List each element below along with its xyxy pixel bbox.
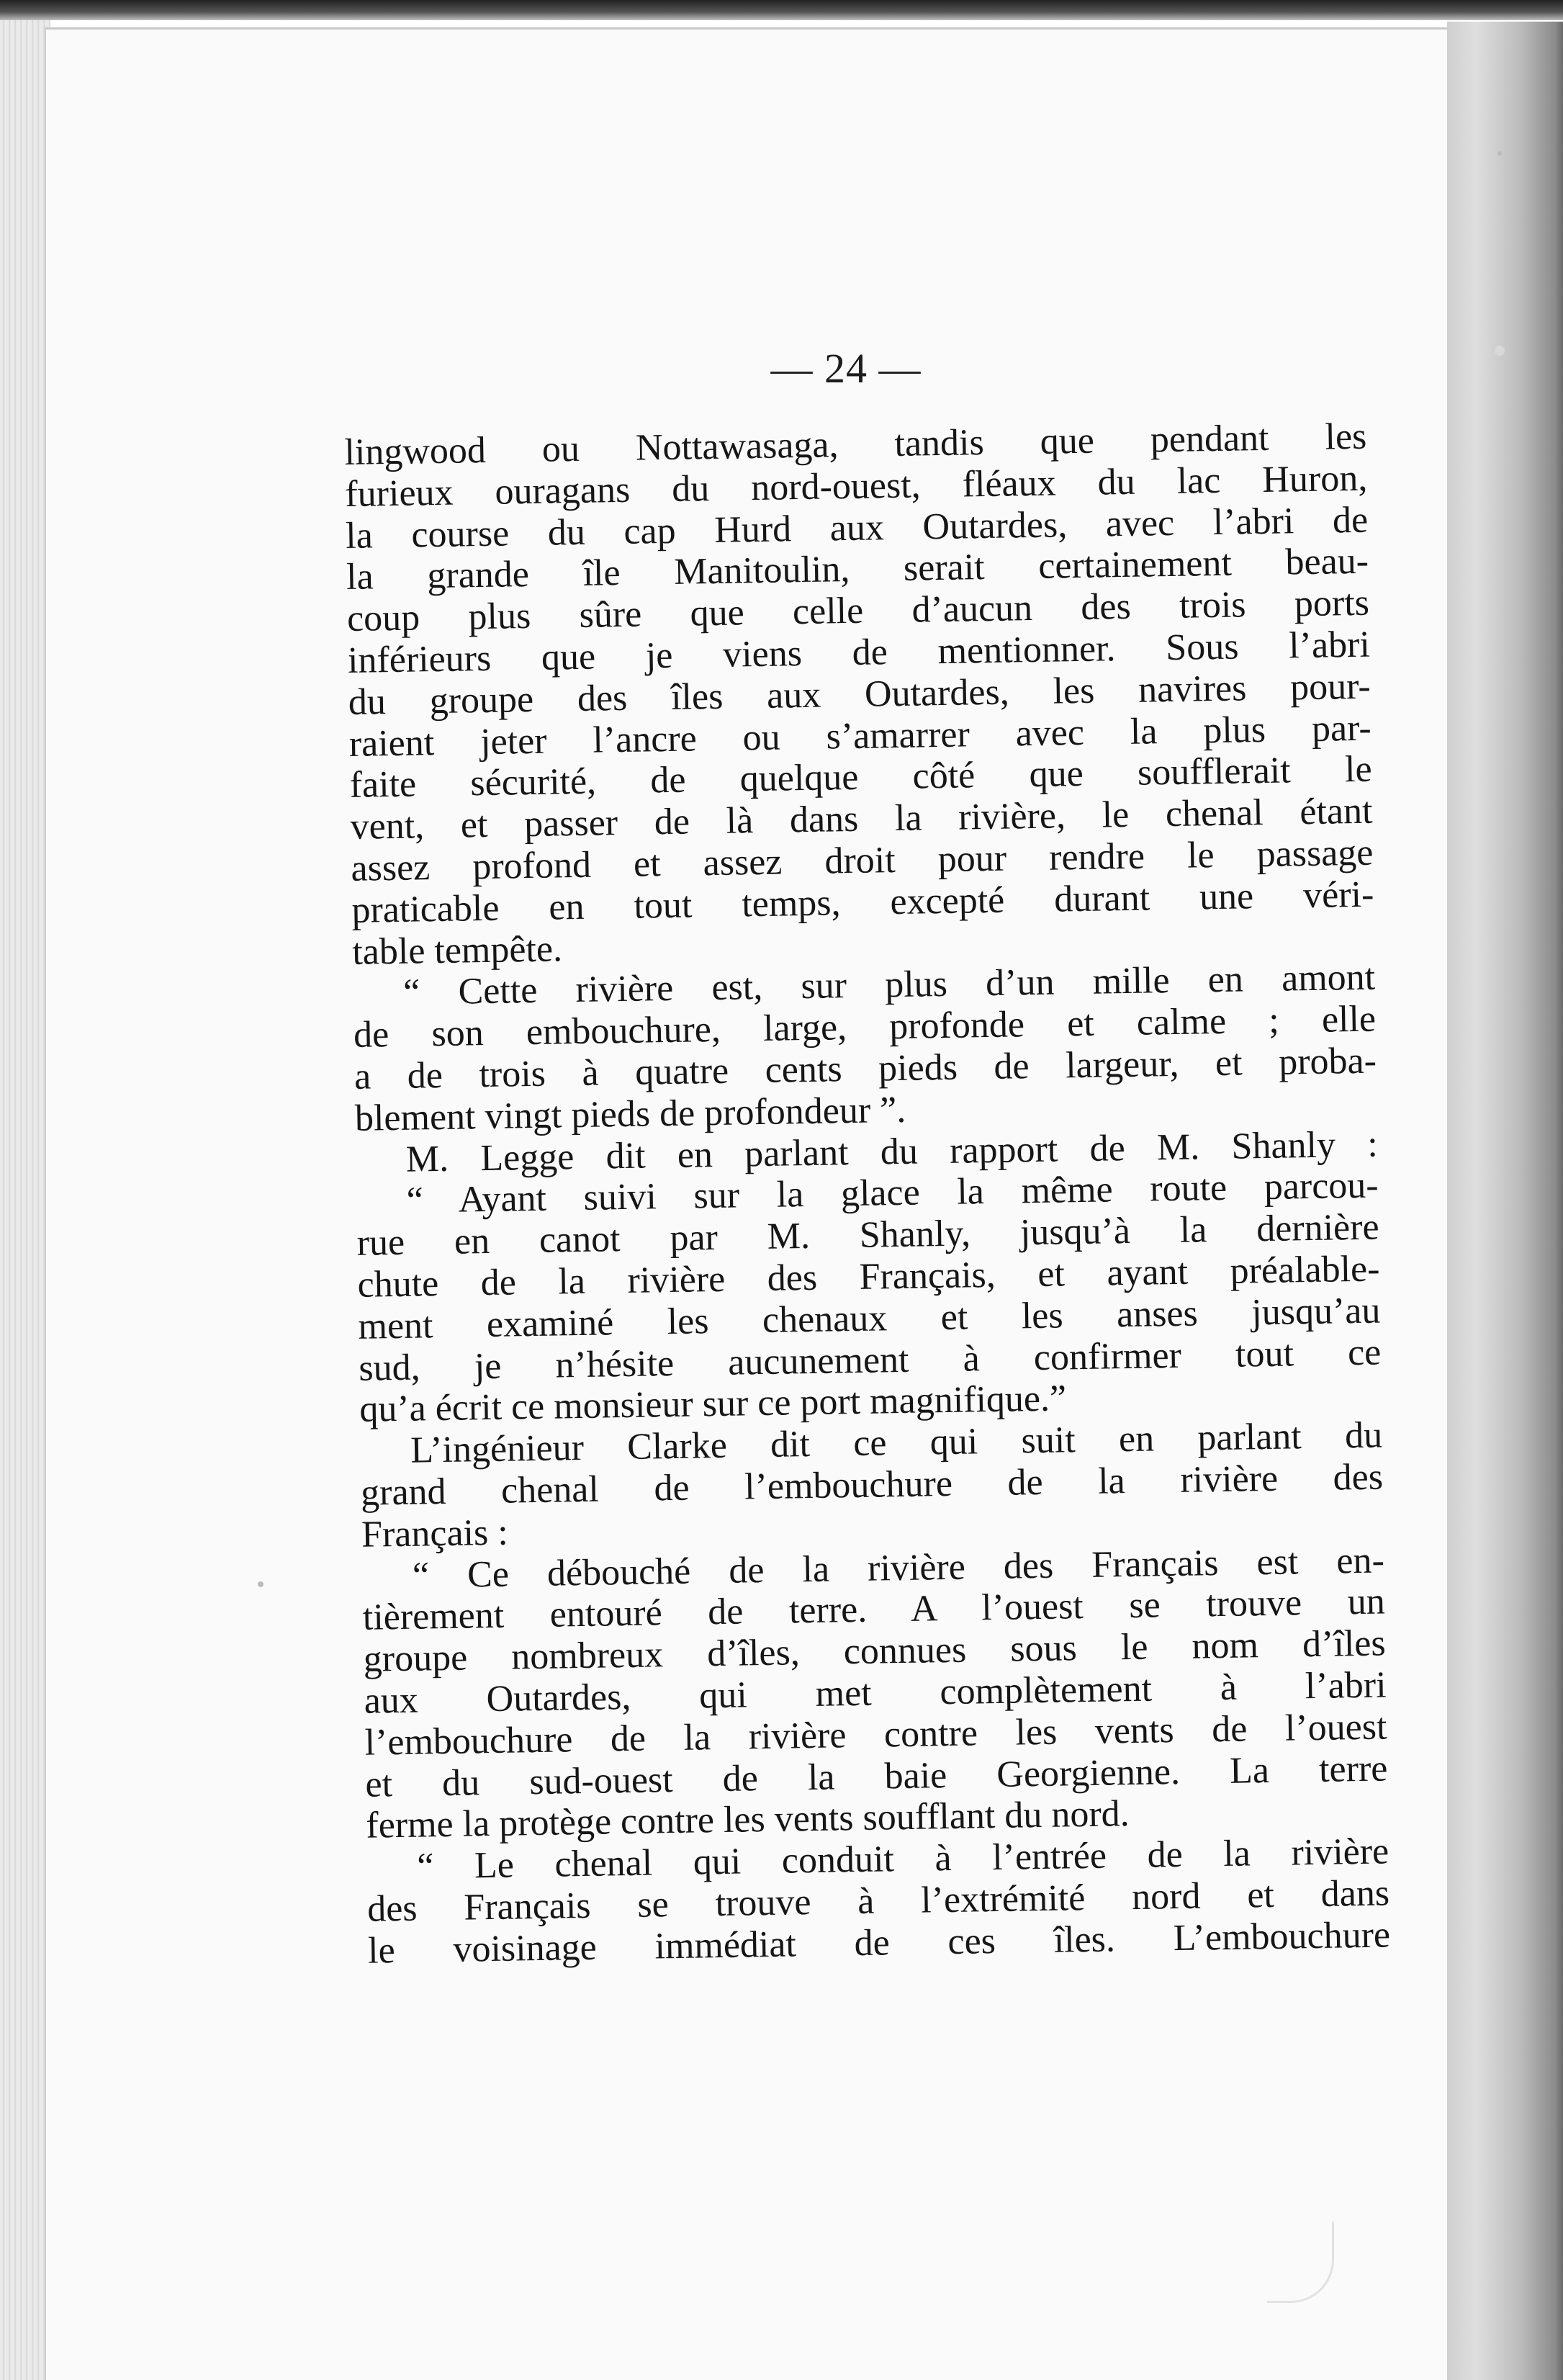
text-line: qu’a écrit ce monsieur sur ce port magnifique.” xyxy=(359,1378,1067,1431)
text-line: praticable en tout temps, excepté durant une véri- xyxy=(351,874,1374,931)
text-line: furieux ouragans du nord-ouest, fléaux du lac Huron, xyxy=(344,457,1368,515)
text-line: “ Ce débouché de la rivière des Français est en- xyxy=(412,1540,1385,1597)
text-line: des Français se trouve à l’extrémité nord et dans xyxy=(366,1872,1390,1930)
text-line: inférieurs que je viens de mentionner. Sous l’abri xyxy=(347,624,1371,681)
text-line: grand chenal de l’embouchure de la rivière des xyxy=(360,1456,1384,1514)
text-line: blement vingt pieds de profondeur ”. xyxy=(354,1089,906,1139)
text-line: aux Outardes, qui met complètement à l’abri xyxy=(364,1664,1387,1722)
text-line: “ Cette rivière est, sur plus d’un mille en amont xyxy=(402,956,1376,1014)
text-line: raient jeter l’ancre ou s’amarrer avec la plus par- xyxy=(348,707,1372,765)
body-text xyxy=(344,416,1390,1972)
scan-speck xyxy=(1497,151,1502,156)
text-line: ferme la protège contre les vents soufflant du nord. xyxy=(365,1793,1130,1847)
text-line: l’embouchure de la rivière contre les vents de l’ouest xyxy=(364,1706,1387,1764)
text-line: tièrement entouré de terre. A l’ouest se trouve un xyxy=(362,1581,1386,1639)
page-stack-edges xyxy=(0,20,50,2380)
text-line: sud, je n’hésite aucunement à confirmer tout ce xyxy=(358,1332,1382,1389)
text-line: ment examiné les chenaux et les anses jusqu’au xyxy=(358,1290,1381,1347)
text-line: du groupe des îles aux Outardes, les navires pour- xyxy=(348,665,1371,723)
text-line: groupe nombreux d’îles, connues sous le nom d’îles xyxy=(363,1622,1387,1680)
text-line: la course du cap Hurd aux Outardes, avec l’abri de xyxy=(345,499,1369,557)
scan-speck xyxy=(258,1581,263,1587)
page-number: — 24 — xyxy=(770,345,922,392)
text-line: coup plus sûre que celle d’aucun des trois ports xyxy=(346,582,1370,640)
scan-top-edge xyxy=(0,0,1563,20)
text-line: le voisinage immédiat de ces îles. L’embouchure xyxy=(367,1914,1391,1972)
text-line: lingwood ou Nottawasaga, tandis que pendant les xyxy=(344,416,1367,473)
text-line: L’ingénieur Clarke dit ce qui suit en parlant du xyxy=(410,1414,1383,1471)
text-line: table tempête. xyxy=(351,928,563,973)
text-line: rue en canot par M. Shanly, jusqu’à la dernière xyxy=(356,1206,1379,1264)
binding-shadow xyxy=(1447,22,1563,2380)
text-line: a de trois à quatre cents pieds de largeur, et proba- xyxy=(353,1040,1377,1097)
text-line: et du sud-ouest de la baie Georgienne. La terre xyxy=(365,1747,1388,1805)
text-line: “ Le chenal qui conduit à l’entrée de la rivière xyxy=(416,1831,1389,1887)
text-line: de son embouchure, large, profonde et calme ; elle xyxy=(353,998,1377,1056)
scan-speck xyxy=(1495,346,1505,356)
text-line: “ Ayant suivi sur la glace la même route parcou- xyxy=(406,1164,1379,1222)
text-line: vent, et passer de là dans la rivière, le chenal étant xyxy=(350,790,1373,848)
text-line: M. Legge dit en parlant du rapport de M. Shanly : xyxy=(405,1123,1379,1180)
text-line: la grande île Manitoulin, serait certainement beau- xyxy=(346,541,1369,598)
text-line: chute de la rivière des Français, et ayant préalable- xyxy=(357,1248,1380,1306)
text-line: faite sécurité, de quelque côté que soufflerait le xyxy=(349,749,1372,807)
text-line: assez profond et assez droit pour rendre le passage xyxy=(351,832,1374,889)
text-line: Français : xyxy=(361,1512,509,1555)
